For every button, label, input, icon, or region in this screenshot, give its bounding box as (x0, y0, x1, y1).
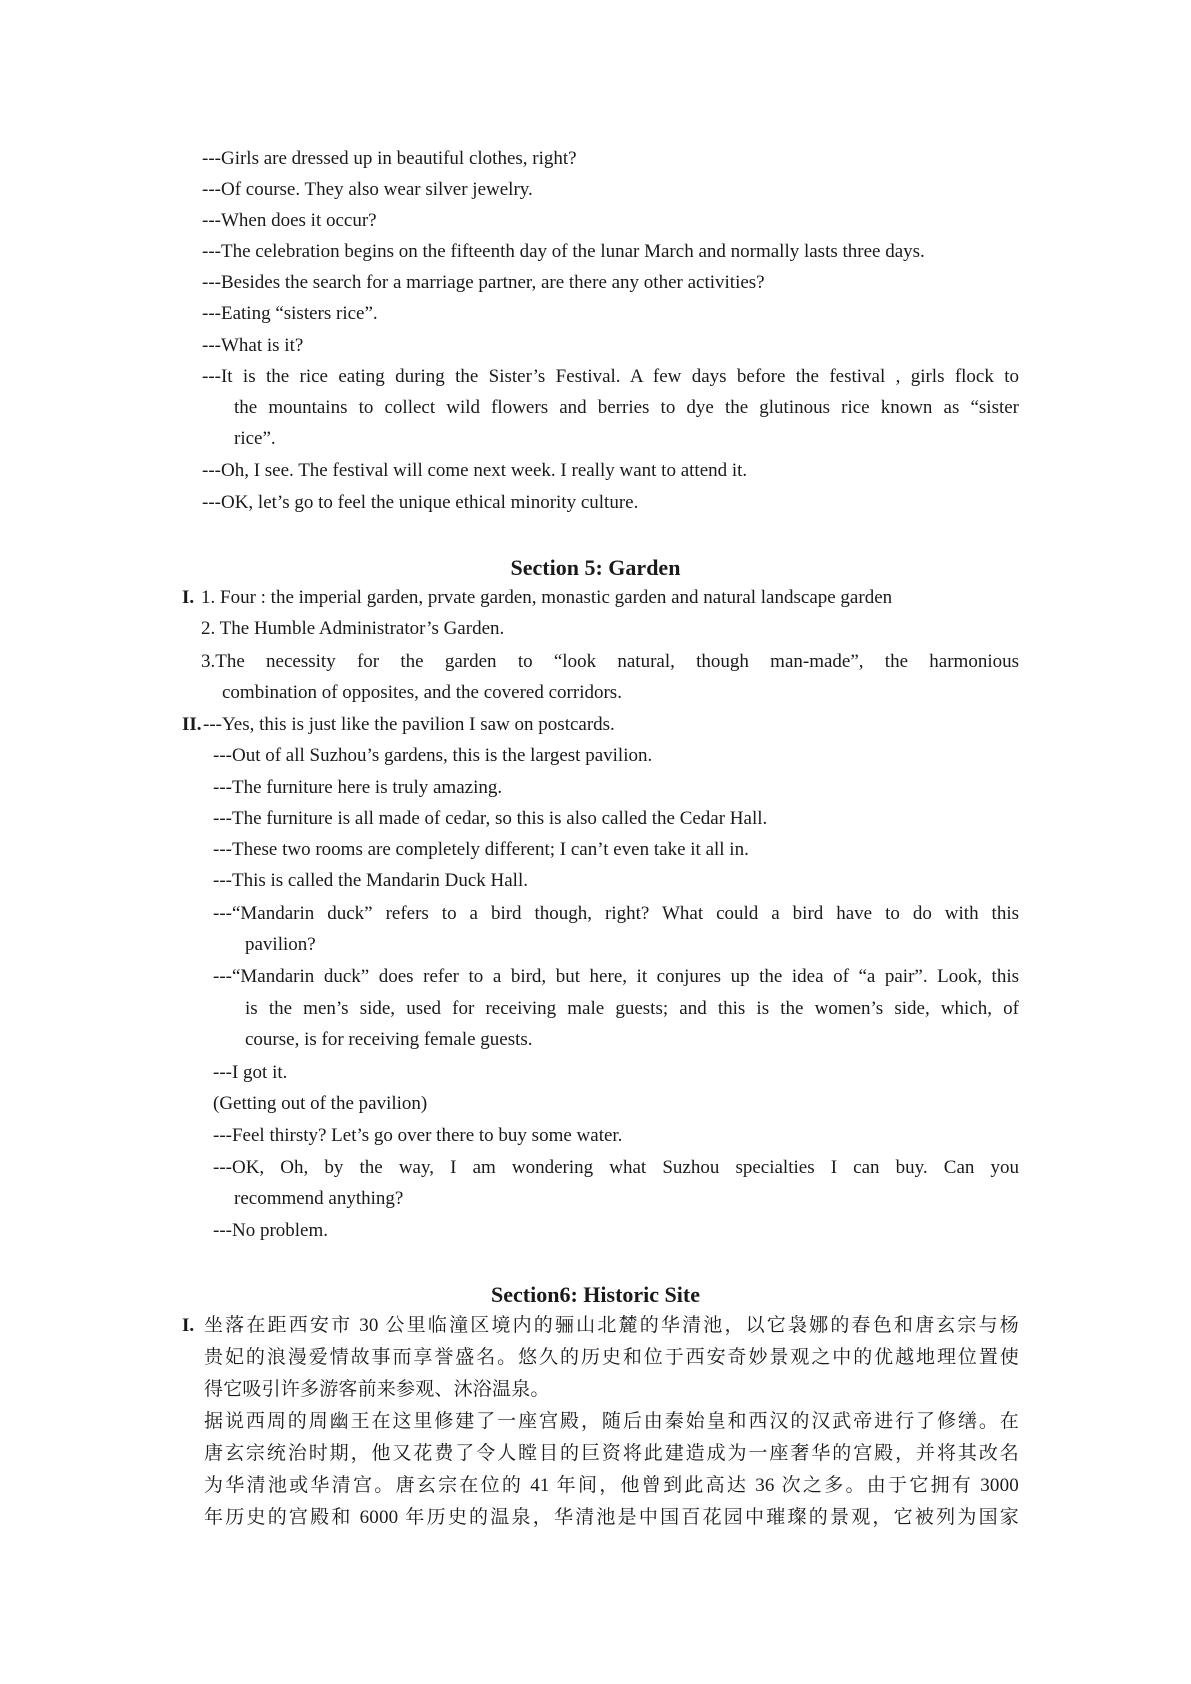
dialogue-line: ---The furniture is all made of cedar, so this is also called the Cedar Hall. (213, 808, 768, 829)
translation-line: 坐落在距西安市 30 公里临潼区境内的骊山北麓的华清池，以它袅娜的春色和唐玄宗与杨 (204, 1315, 1019, 1336)
dialogue-line: ---Girls are dressed up in beautiful clothes, right? (202, 148, 577, 169)
dialogue-line: is the men’s side, used for receiving male guests; and this is the women’s side, which, of (245, 998, 1019, 1019)
translation-line: 贵妃的浪漫爱情故事而享誉盛名。悠久的历史和位于西安奇妙景观之中的优越地理位置使 (204, 1347, 1019, 1368)
dialogue-line: ---Of course. They also wear silver jewelry. (202, 179, 533, 200)
dialogue-line: course, is for receiving female guests. (245, 1029, 533, 1050)
answer-line: 3.The necessity for the garden to “look natural, though man-made”, the harmonious (201, 651, 1019, 672)
dialogue-line: ---When does it occur? (202, 210, 377, 231)
dialogue-line: pavilion? (245, 934, 316, 955)
dialogue-line: ---OK, Oh, by the way, I am wondering what Suzhou specialties I can buy. Can you (213, 1157, 1019, 1178)
dialogue-line: ---Yes, this is just like the pavilion I saw on postcards. (203, 714, 615, 735)
dialogue-line: ---What is it? (202, 335, 304, 356)
translation-line: 据说西周的周幽王在这里修建了一座宫殿，随后由秦始皇和西汉的汉武帝进行了修缮。在 (204, 1411, 1019, 1432)
dialogue-line: ---Oh, I see. The festival will come next week. I really want to attend it. (202, 460, 748, 481)
dialogue-line: rice”. (234, 428, 276, 449)
dialogue-line: ---It is the rice eating during the Sister’s Festival. A few days before the festival , girls flock to (202, 366, 1019, 387)
answer-line: 1. Four : the imperial garden, prvate garden, monastic garden and natural landscape garden (201, 587, 893, 608)
translation-line: 年历史的宫殿和 6000 年历史的温泉，华清池是中国百花园中璀璨的景观，它被列为国家 (204, 1507, 1019, 1528)
translation-line: 得它吸引许多游客前来参观、沐浴温泉。 (204, 1379, 550, 1400)
dialogue-line: recommend anything? (234, 1188, 404, 1209)
dialogue-line: ---These two rooms are completely different; I can’t even take it all in. (213, 839, 749, 860)
dialogue-line: ---Feel thirsty? Let’s go over there to buy some water. (213, 1125, 623, 1146)
answer-line: 2. The Humble Administrator’s Garden. (201, 618, 505, 639)
dialogue-line: ---Besides the search for a marriage partner, are there any other activities? (202, 272, 765, 293)
section-6-part-1-marker: I. (182, 1315, 195, 1336)
dialogue-line: ---Out of all Suzhou’s gardens, this is the largest pavilion. (213, 745, 653, 766)
dialogue-line: ---“Mandarin duck” refers to a bird though, right? What could a bird have to do with this (213, 903, 1019, 924)
dialogue-line: ---OK, let’s go to feel the unique ethical minority culture. (202, 492, 639, 513)
answer-line: combination of opposites, and the covered corridors. (222, 682, 622, 703)
dialogue-line: ---The celebration begins on the fifteenth day of the lunar March and normally lasts three days. (202, 241, 925, 262)
dialogue-line: ---Eating “sisters rice”. (202, 303, 378, 324)
dialogue-line: ---I got it. (213, 1062, 288, 1083)
dialogue-line: the mountains to collect wild flowers and berries to dye the glutinous rice known as “sister (234, 397, 1019, 418)
stage-direction: (Getting out of the pavilion) (213, 1093, 428, 1114)
section-5-part-2-marker: II. (182, 714, 202, 735)
dialogue-line: ---The furniture here is truly amazing. (213, 777, 503, 798)
translation-line: 唐玄宗统治时期，他又花费了令人瞠目的巨资将此建造成为一座奢华的宫殿，并将其改名 (204, 1443, 1019, 1464)
section-5-part-1-marker: I. (182, 587, 195, 608)
dialogue-line: ---No problem. (213, 1220, 329, 1241)
section-6-heading: Section6: Historic Site (491, 1282, 700, 1307)
section-5-heading: Section 5: Garden (510, 555, 681, 580)
dialogue-line: ---“Mandarin duck” does refer to a bird, but here, it conjures up the idea of “a pair”. Look, this (213, 966, 1019, 987)
translation-line: 为华清池或华清宫。唐玄宗在位的 41 年间，他曾到此高达 36 次之多。由于它拥有 3000 (204, 1475, 1019, 1496)
dialogue-line: ---This is called the Mandarin Duck Hall. (213, 870, 528, 891)
